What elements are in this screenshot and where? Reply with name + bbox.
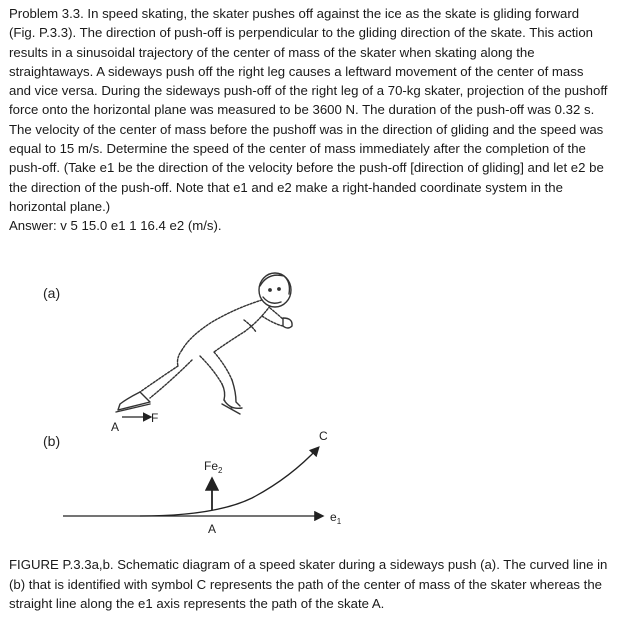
- point-a-bottom-label: A: [208, 522, 217, 536]
- problem-answer: Answer: v 5 15.0 e1 1 16.4 e2 (m/s).: [9, 218, 222, 234]
- curve-c-label: C: [319, 429, 328, 443]
- panel-a-label: (a): [43, 285, 61, 301]
- figure-caption: [9, 555, 609, 614]
- problem-text: Problem 3.3. In speed skating, the skater pushes off against the ice as the skate is gliding forward (Fig. P.3.3). The direction of push-off is perpendicular to the gliding direction of the skate. This action results in a sinusoidal trajectory of the center of mass of the skater when skating along the straightaways. A sideways push off the right leg causes a leftward movement of the center of mass and vice versa. During the sideways push-off of the right leg of a 70-kg skater, projection of the pushoff force onto the horizontal plane was measured to be 3600 N. The duration of the push-off was 0.32 s. The velocity of the center of mass before the pushoff was in the direction of gliding and the speed was equal to 15 m/s. Determine the speed of the center of mass immediately after the completion of the push-off. (Take e1 be the direction of the velocity before the push-off [direction of gliding] and let e2 be the direction of the push-off. Note that e1 and e2 make a right-handed coordinate system in the horizontal plane.): [9, 6, 608, 214]
- axis-e1-label: $e_1$: [330, 510, 342, 526]
- center-of-mass-path: [140, 448, 318, 516]
- caption-text: FIGURE P.3.3a,b. Schematic diagram of a speed skater during a sideways push (a). The curved line in (b) that is identified with symbol C represents the path of the center of mass of the skater whereas the straight line along the e1 axis represents the path of the skate A.: [9, 557, 608, 611]
- panel-b-label: (b): [43, 433, 61, 449]
- force-fe-label: $Fe_2$: [204, 459, 223, 475]
- force-f-label: F: [151, 411, 159, 425]
- point-a-label: A: [111, 420, 120, 434]
- skater-illustration: [116, 273, 292, 414]
